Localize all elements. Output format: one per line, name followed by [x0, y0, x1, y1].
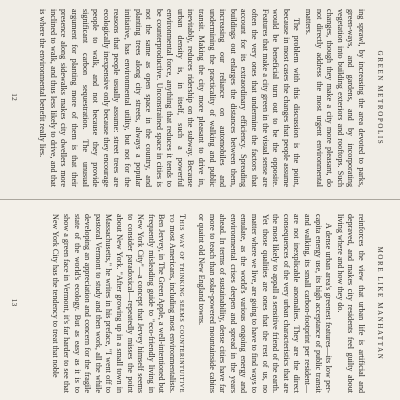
- page-number-left: 12: [10, 93, 19, 101]
- section-break: [188, 214, 195, 393]
- running-head-left: GREEN METROPOLIS: [376, 50, 384, 146]
- right-page: [0, 200, 400, 400]
- right-paragraph-1: reinforces the view that urban life is artificial and depraved, and makes city residents feel guilty about living where and how they do.: [335, 214, 366, 393]
- section-lead-in: This way of thinking seems counterintuitive to: [167, 214, 188, 393]
- left-paragraph-1: ing sprawl, by increasing the area devoted to parks, green-ways, and gardens, and by incorporating vegetation into building exteriors and rooftops. Such changes, though they make a city more pleasant, do not directly address the most urgent environmental matters.: [304, 9, 366, 187]
- left-paragraph-2: The problem with this discussion is the point, because in most cases the changes that people assume would be beneficial turn out to be the opposite. Features that make a city green in the visual sense are often the very ones that undermine the factors that account for its extraordinary efficiency. Spreading buildings out enlarges the distances between them, increasing our reliance on automobiles and undermining the practicality of walking and public transit. Making the city more pleasant to drive in, inevitably, reduces ridership on the subway. Because urban density is, in itself, such a powerful environmental force, anything that reduces it tends to be counterproductive. Unconstrained space in cities is not the same as open space in the country, and planting trees along city streets, always a popular initiative, has environmental utility, but not for the reasons that people usually assume: street trees are ecologically inexpensive only because they encourage people to walk, and not because they provide significant carbon sequestration. The unusual argument for planting more of them is that their presence along sidewalks makes city dwellers more inclined to walk, and thus less likely to drive, and that is where the environmental benefit really lies.: [38, 9, 302, 187]
- right-paragraph-2: A dense urban area's greenest features—its low per-capita energy use, its high acceptance of public transit and walking, its small carbon-footprint per resident—are not inexplicable anomalies. They are the direct consequences of the very urban characteristics that are the most likely to appall a sensitive friend of the earth. Yet those qualities are ones that the rest of us, no matter where we live, are going to have to find ways to emulate, as the world's various ongoing energy and environmental crises deepen and spread in the years ahead. In terms of sustainability, dense cities have far more to teach than solar-powered mountainside cabins or quaint old New England towns.: [197, 214, 334, 393]
- section-body: most Americans, including most environmentalists. Ben Jervey, in The Green Apple, a well-intentioned but frequently misleading guide to "eco-friendly living in New York City"—a concept that Jervey himself seems to consider paradoxical—repeatedly misses the point about New York. "After growing up in a small town in Massachusetts," he writes in his preface, "I went off to pastoral Vermont to study and then work, all the while developing an appreciation and concern for the fragile state of the world's ecology. But as easy as it is to show a green face in Vermont, it's far harder to see that New York City has the tendency to treat that noble: [51, 214, 177, 393]
- page-number-right: 13: [10, 298, 19, 307]
- right-section-paragraph: [50, 214, 188, 393]
- running-head-right: MORE LIKE MANHATTAN: [376, 246, 384, 361]
